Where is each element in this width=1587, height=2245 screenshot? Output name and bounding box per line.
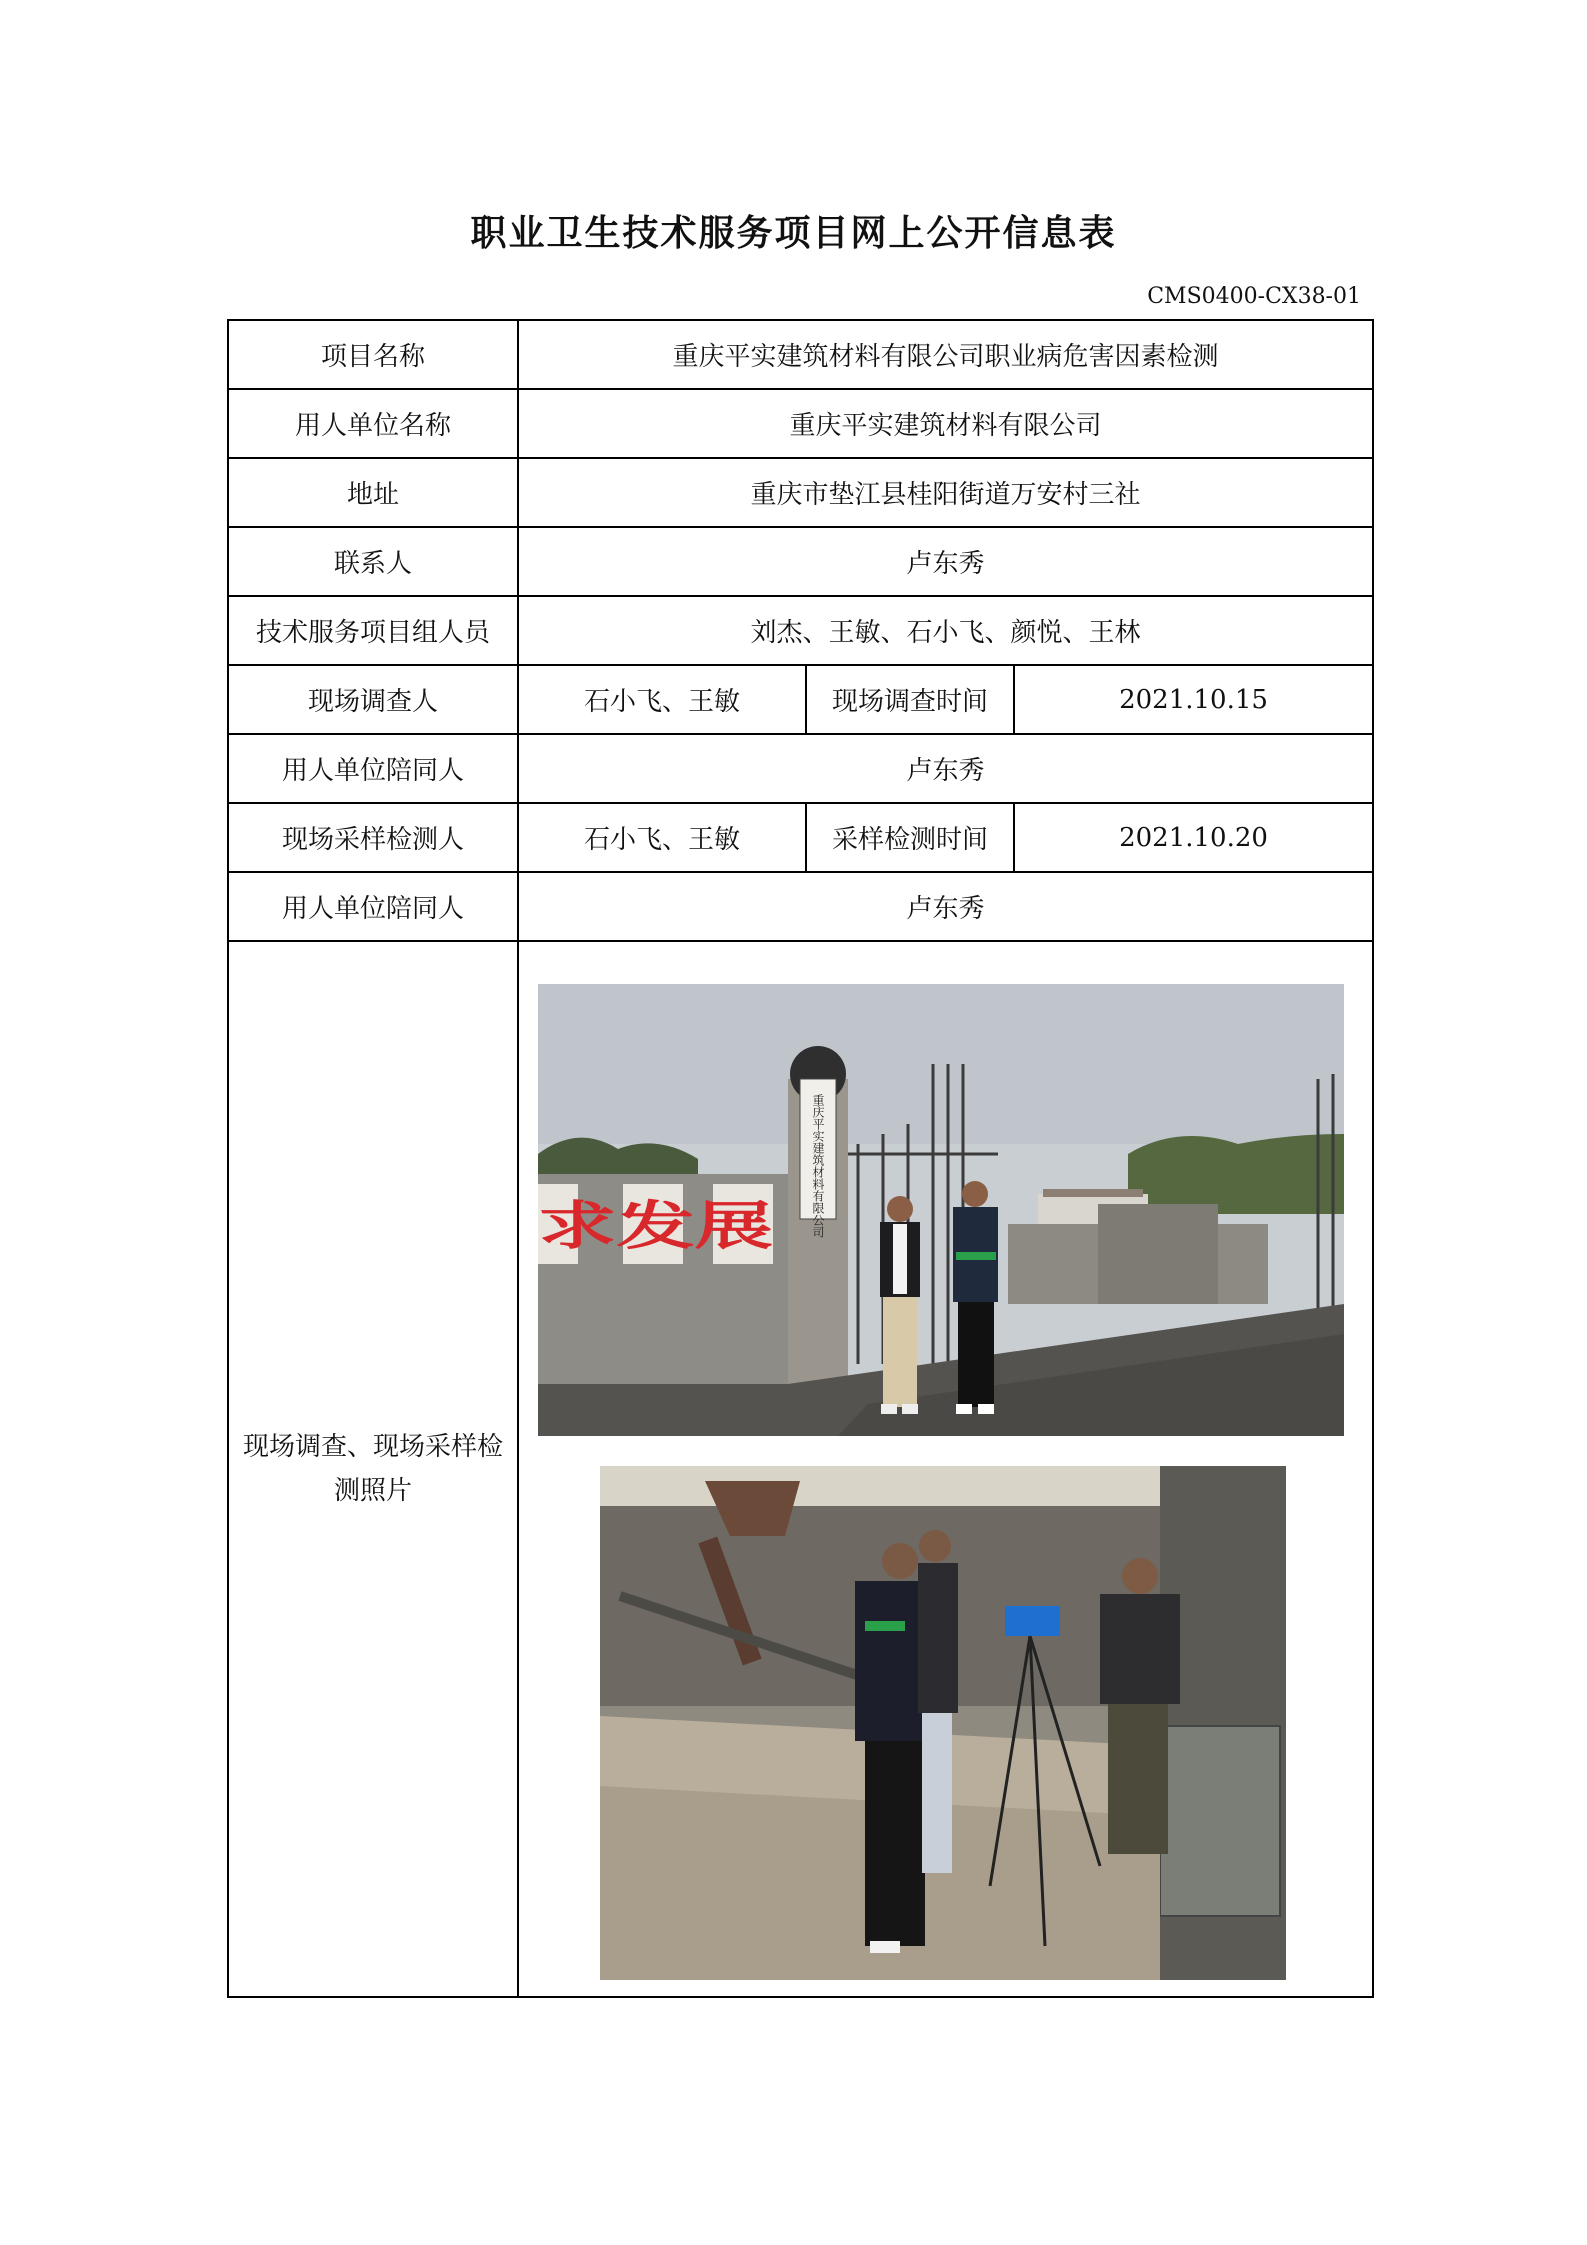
row-team: [228, 596, 1373, 665]
team-value: 刘杰、王敏、石小飞、颜悦、王林: [518, 596, 1373, 665]
photos-label: 现场调查、现场采样检测照片: [228, 941, 518, 1997]
project-name-value: 重庆平实建筑材料有限公司职业病危害因素检测: [518, 320, 1373, 389]
row-contact: [228, 527, 1373, 596]
contact-value: 卢东秀: [518, 527, 1373, 596]
row-project-name: [228, 320, 1373, 389]
sampling-time-value: 2021.10.20: [1014, 803, 1373, 872]
person-5: [1100, 1558, 1180, 1854]
sampling-photo-illustration: [600, 1466, 1286, 1980]
row-sampling: [228, 803, 1373, 872]
sampling-time-label: 采样检测时间: [806, 803, 1014, 872]
person-1: [880, 1196, 920, 1414]
person-4: [918, 1530, 958, 1873]
sampling-escort-label: 用人单位陪同人: [228, 872, 518, 941]
gate-photo-illustration: [538, 984, 1344, 1436]
page-title: 职业卫生技术服务项目网上公开信息表: [470, 212, 1117, 254]
wall-text: 求发展: [538, 1196, 773, 1257]
row-sampling-escort: [228, 872, 1373, 941]
employer-name-value: 重庆平实建筑材料有限公司: [518, 389, 1373, 458]
employer-name-label: 用人单位名称: [228, 389, 518, 458]
survey-label: 现场调查人: [228, 665, 518, 734]
person-2: [953, 1181, 998, 1414]
survey-escort-label: 用人单位陪同人: [228, 734, 518, 803]
sampling-label: 现场采样检测人: [228, 803, 518, 872]
document-code: CMS0400-CX38-01: [1147, 284, 1361, 309]
address-label: 地址: [228, 458, 518, 527]
contact-label: 联系人: [228, 527, 518, 596]
row-employer-name: [228, 389, 1373, 458]
row-survey-escort: [228, 734, 1373, 803]
sampling-value: 石小飞、王敏: [518, 803, 806, 872]
survey-time-label: 现场调查时间: [806, 665, 1014, 734]
survey-value: 石小飞、王敏: [518, 665, 806, 734]
row-address: [228, 458, 1373, 527]
project-name-label: 项目名称: [228, 320, 518, 389]
row-survey: [228, 665, 1373, 734]
address-value: 重庆市垫江县桂阳街道万安村三社: [518, 458, 1373, 527]
sampling-escort-value: 卢东秀: [518, 872, 1373, 941]
photo-factory-gate: [538, 984, 1344, 1436]
photo-onsite-sampling: [600, 1466, 1286, 1980]
sampler-device: [1005, 1606, 1060, 1636]
survey-time-value: 2021.10.15: [1014, 665, 1373, 734]
gate-sign-text: 重庆平实建筑材料有限公司: [811, 1094, 825, 1238]
survey-escort-value: 卢东秀: [518, 734, 1373, 803]
team-label: 技术服务项目组人员: [228, 596, 518, 665]
